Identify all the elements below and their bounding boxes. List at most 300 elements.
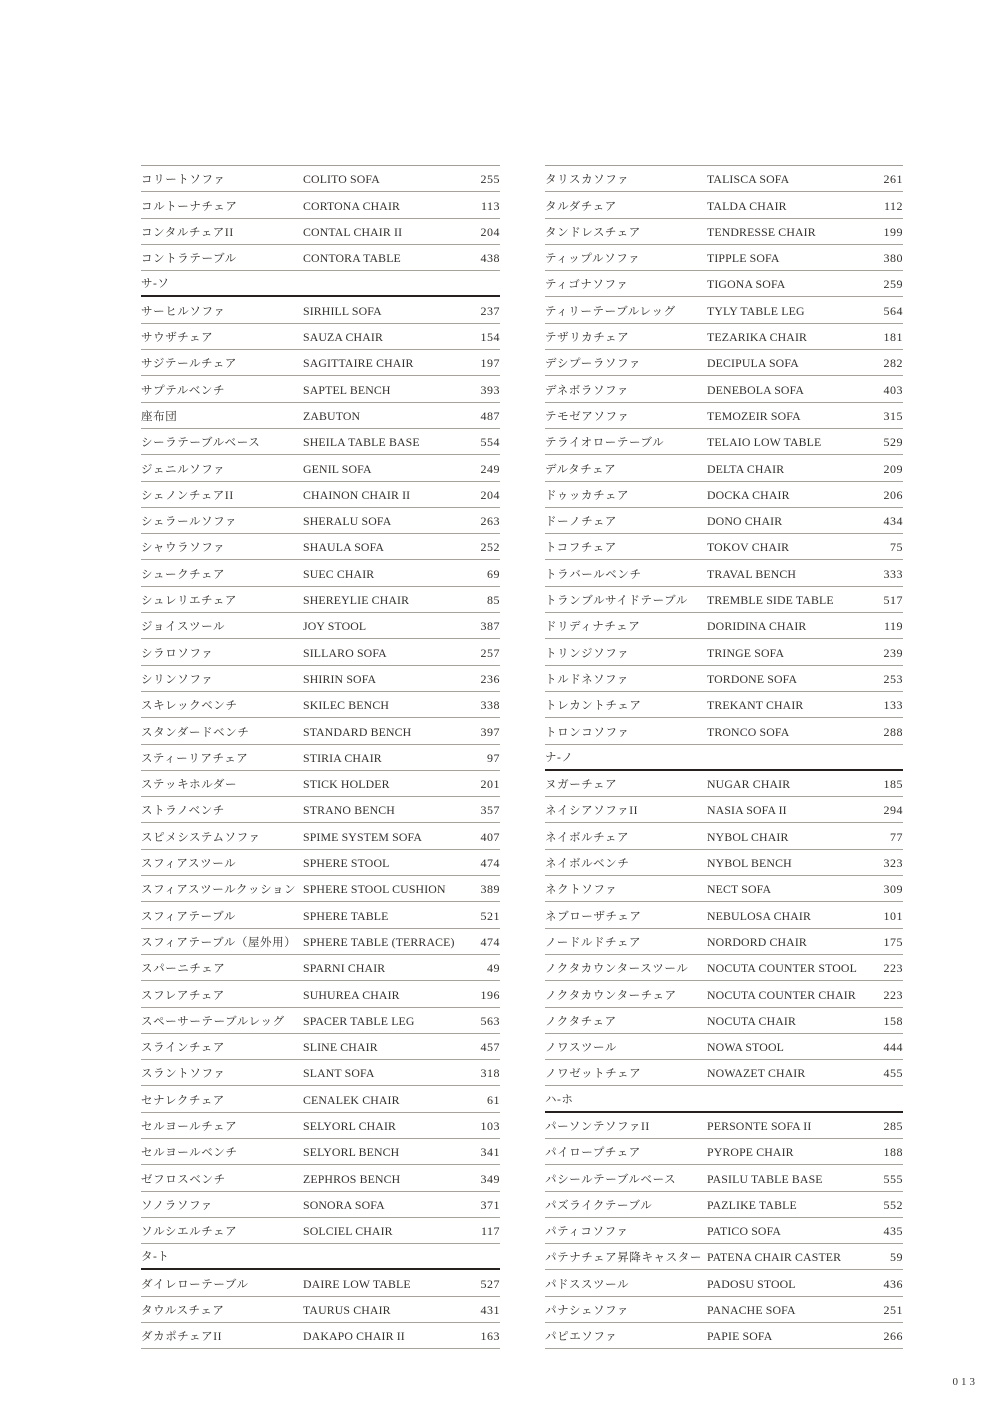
index-row	[141, 1060, 500, 1086]
item-name-english: NOWAZET CHAIR	[707, 1066, 806, 1081]
item-page-number: 185	[883, 777, 903, 792]
item-name-japanese: スフィアスツール	[141, 858, 237, 871]
index-row	[141, 902, 500, 928]
item-page-number: 349	[480, 1171, 500, 1186]
item-page-number: 252	[480, 540, 500, 555]
item-name-japanese: スタンダードベンチ	[141, 726, 250, 739]
item-name-english: TENDRESSE CHAIR	[707, 224, 816, 239]
item-name-english: SPHERE TABLE (TERRACE)	[303, 934, 455, 949]
item-name-english: NOCUTA COUNTER STOOL	[707, 961, 857, 976]
item-name-japanese: デネボラソファ	[545, 384, 630, 397]
index-row	[545, 482, 903, 508]
item-name-english: NYBOL CHAIR	[707, 829, 789, 844]
index-row	[545, 587, 903, 613]
index-row	[545, 560, 903, 586]
item-name-english: TRINGE SOFA	[707, 645, 785, 660]
index-row	[141, 1218, 500, 1244]
item-page-number: 257	[480, 645, 500, 660]
index-row	[141, 613, 500, 639]
item-name-english: SUHUREA CHAIR	[303, 987, 400, 1002]
index-row	[141, 639, 500, 665]
index-row	[545, 429, 903, 455]
section-header-row	[545, 1086, 903, 1112]
item-page-number: 59	[890, 1250, 903, 1265]
item-name-japanese: ネイシアソファII	[545, 805, 639, 818]
index-row	[141, 219, 500, 245]
item-name-english: SPACER TABLE LEG	[303, 1013, 415, 1028]
item-name-japanese: ネイボルベンチ	[545, 858, 630, 871]
item-page-number: 564	[883, 303, 903, 318]
item-page-number: 315	[883, 408, 903, 423]
index-row	[141, 350, 500, 376]
item-name-english: PYROPE CHAIR	[707, 1145, 794, 1160]
item-name-japanese: ドリディナチェア	[545, 621, 641, 634]
index-row	[545, 981, 903, 1007]
item-page-number: 77	[890, 829, 903, 844]
item-name-english: NOWA STOOL	[707, 1040, 784, 1055]
item-page-number: 517	[883, 593, 903, 608]
section-header-row	[141, 271, 500, 297]
item-page-number: 393	[480, 382, 500, 397]
index-row	[141, 1008, 500, 1034]
item-name-english: SONORA SOFA	[303, 1197, 385, 1212]
item-name-japanese: ステッキホルダー	[141, 779, 238, 792]
item-name-japanese: パーソンテソファII	[545, 1120, 650, 1133]
item-page-number: 521	[480, 908, 500, 923]
item-name-english: CONTORA TABLE	[303, 251, 401, 266]
item-name-english: PERSONTE SOFA II	[707, 1118, 812, 1133]
index-row	[141, 482, 500, 508]
item-page-number: 237	[480, 303, 500, 318]
section-label: ハ-ホ	[545, 1093, 574, 1106]
item-name-japanese: ダカポチェアII	[141, 1331, 223, 1344]
index-row	[141, 1034, 500, 1060]
item-name-japanese: ノワゼットチェア	[545, 1068, 642, 1081]
item-name-english: DAIRE LOW TABLE	[303, 1276, 411, 1291]
item-name-english: NYBOL BENCH	[707, 856, 792, 871]
item-name-japanese: ジョイスツール	[141, 621, 226, 634]
item-name-english: PAZLIKE TABLE	[707, 1197, 797, 1212]
item-page-number: 101	[883, 908, 903, 923]
item-page-number: 554	[480, 435, 500, 450]
item-page-number: 85	[487, 593, 500, 608]
item-name-english: NECT SOFA	[707, 882, 772, 897]
item-page-number: 474	[480, 934, 500, 949]
item-name-english: CENALEK CHAIR	[303, 1092, 400, 1107]
item-name-japanese: シラロソファ	[141, 647, 214, 660]
item-page-number: 487	[480, 408, 500, 423]
item-name-english: TEZARIKA CHAIR	[707, 330, 808, 345]
item-page-number: 236	[480, 671, 500, 686]
index-column-right	[545, 165, 903, 1349]
item-page-number: 431	[480, 1303, 500, 1318]
item-name-english: PADOSU STOOL	[707, 1276, 796, 1291]
item-page-number: 239	[883, 645, 903, 660]
item-name-english: SIRHILL SOFA	[303, 303, 382, 318]
item-page-number: 371	[480, 1197, 500, 1212]
item-page-number: 333	[883, 566, 903, 581]
item-page-number: 309	[883, 882, 903, 897]
item-name-english: TREKANT CHAIR	[707, 698, 804, 713]
item-page-number: 204	[480, 487, 500, 502]
index-row	[141, 692, 500, 718]
index-row	[545, 1008, 903, 1034]
item-name-japanese: コルトーナチェア	[141, 200, 238, 213]
item-page-number: 457	[480, 1040, 500, 1055]
item-page-number: 387	[480, 619, 500, 634]
item-page-number: 223	[883, 987, 903, 1002]
index-column-left	[141, 165, 500, 1349]
item-name-english: ZABUTON	[303, 408, 361, 423]
section-header-row	[545, 745, 903, 771]
item-name-english: PASILU TABLE BASE	[707, 1171, 823, 1186]
item-name-english: PANACHE SOFA	[707, 1303, 796, 1318]
item-page-number: 209	[883, 461, 903, 476]
item-name-english: SPIME SYSTEM SOFA	[303, 829, 423, 844]
item-name-english: NASIA SOFA II	[707, 803, 787, 818]
index-row	[141, 1086, 500, 1112]
index-row	[141, 1297, 500, 1323]
item-name-japanese: スフレアチェア	[141, 989, 225, 1002]
item-name-japanese: サーヒルソファ	[141, 305, 226, 318]
item-name-english: TELAIO LOW TABLE	[707, 435, 822, 450]
index-row	[141, 324, 500, 350]
item-name-english: DECIPULA SOFA	[707, 356, 799, 371]
index-row	[141, 192, 500, 218]
item-page-number: 199	[883, 224, 903, 239]
item-name-japanese: トレカントチェア	[545, 700, 642, 713]
item-name-english: TOKOV CHAIR	[707, 540, 790, 555]
index-row	[141, 455, 500, 481]
index-row	[141, 666, 500, 692]
item-name-english: SELYORL BENCH	[303, 1145, 400, 1160]
item-page-number: 380	[883, 251, 903, 266]
index-row	[141, 297, 500, 323]
item-name-english: STIRIA CHAIR	[303, 750, 382, 765]
item-name-japanese: パイロープチェア	[545, 1147, 641, 1160]
item-page-number: 158	[883, 1013, 903, 1028]
index-row	[545, 1060, 903, 1086]
item-name-english: SELYORL CHAIR	[303, 1118, 397, 1133]
item-name-japanese: トコフチェア	[545, 542, 617, 555]
item-page-number: 181	[883, 330, 903, 345]
item-name-japanese: スフィアテーブル	[141, 910, 236, 923]
item-name-japanese: テモゼアソファ	[545, 410, 630, 423]
item-name-japanese: ノードルドチェア	[545, 936, 642, 949]
item-name-japanese: ダイレローテーブル	[141, 1278, 249, 1291]
item-name-japanese: デシプーラソファ	[545, 358, 641, 371]
item-name-english: SLINE CHAIR	[303, 1040, 378, 1055]
item-name-japanese: パドススツール	[545, 1278, 630, 1291]
index-row	[141, 929, 500, 955]
item-name-japanese: タルダチェア	[545, 200, 617, 213]
item-name-english: SAPTEL BENCH	[303, 382, 391, 397]
index-row	[545, 718, 903, 744]
item-page-number: 403	[883, 382, 903, 397]
item-name-english: TALISCA SOFA	[707, 172, 790, 187]
item-page-number: 435	[883, 1224, 903, 1239]
item-name-english: STICK HOLDER	[303, 777, 390, 792]
index-row	[545, 1270, 903, 1296]
index-row	[545, 192, 903, 218]
item-page-number: 201	[480, 777, 500, 792]
index-row	[141, 1139, 500, 1165]
item-name-japanese: デルタチェア	[545, 463, 617, 476]
item-page-number: 261	[883, 172, 903, 187]
item-name-japanese: スティーリアチェア	[141, 752, 249, 765]
item-page-number: 444	[883, 1040, 903, 1055]
item-name-japanese: ノクタカウンタースツール	[545, 963, 689, 976]
item-name-japanese: ノワスツール	[545, 1042, 618, 1055]
item-name-japanese: ソルシエルチェア	[141, 1226, 238, 1239]
index-row	[141, 429, 500, 455]
item-name-english: SHEILA TABLE BASE	[303, 435, 420, 450]
index-row	[545, 376, 903, 402]
item-name-english: TAURUS CHAIR	[303, 1303, 391, 1318]
index-row	[545, 902, 903, 928]
item-page-number: 255	[480, 172, 500, 187]
index-row	[141, 403, 500, 429]
item-page-number: 263	[480, 514, 500, 529]
item-name-japanese: ヌガーチェア	[545, 779, 618, 792]
index-row	[545, 1323, 903, 1349]
item-name-english: NOCUTA CHAIR	[707, 1013, 797, 1028]
item-name-english: SPHERE STOOL CUSHION	[303, 882, 446, 897]
item-page-number: 318	[480, 1066, 500, 1081]
index-row	[545, 271, 903, 297]
index-row	[545, 850, 903, 876]
index-row	[141, 245, 500, 271]
item-name-japanese: ネイボルチェア	[545, 831, 630, 844]
item-name-japanese: コリートソファ	[141, 174, 226, 187]
item-name-japanese: シャウラソファ	[141, 542, 226, 555]
index-row	[141, 560, 500, 586]
index-row	[141, 1323, 500, 1349]
item-page-number: 389	[480, 882, 500, 897]
item-name-japanese: シェラールソファ	[141, 516, 238, 529]
item-page-number: 119	[883, 619, 903, 634]
item-name-japanese: ティゴナソファ	[545, 279, 629, 292]
item-name-english: TRONCO SOFA	[707, 724, 790, 739]
item-name-english: NUGAR CHAIR	[707, 777, 791, 792]
item-page-number: 563	[480, 1013, 500, 1028]
index-row	[545, 297, 903, 323]
item-page-number: 397	[480, 724, 500, 739]
item-name-japanese: スラントソファ	[141, 1068, 226, 1081]
index-row	[545, 1165, 903, 1191]
item-page-number: 294	[883, 803, 903, 818]
index-row	[545, 823, 903, 849]
item-name-english: CHAINON CHAIR II	[303, 487, 411, 502]
item-page-number: 438	[480, 251, 500, 266]
item-page-number: 436	[883, 1276, 903, 1291]
item-name-english: PATICO SOFA	[707, 1224, 782, 1239]
index-row	[545, 534, 903, 560]
item-name-english: TREMBLE SIDE TABLE	[707, 593, 834, 608]
index-row	[545, 1113, 903, 1139]
item-page-number: 288	[883, 724, 903, 739]
item-name-english: SKILEC BENCH	[303, 698, 390, 713]
index-table	[141, 165, 903, 1349]
item-page-number: 357	[480, 803, 500, 818]
item-page-number: 259	[883, 277, 903, 292]
item-page-number: 555	[883, 1171, 903, 1186]
item-page-number: 434	[883, 514, 903, 529]
index-row	[545, 639, 903, 665]
index-row	[141, 876, 500, 902]
page-number: 013	[952, 1376, 978, 1388]
item-name-japanese: スパーニチェア	[141, 963, 226, 976]
index-row	[141, 508, 500, 534]
index-row	[545, 1192, 903, 1218]
item-name-english: SHEREYLIE CHAIR	[303, 593, 410, 608]
index-row	[545, 929, 903, 955]
item-name-japanese: ドゥッカチェア	[545, 489, 630, 502]
item-page-number: 49	[487, 961, 500, 976]
item-name-japanese: ノクタカウンターチェア	[545, 989, 677, 1002]
index-row	[545, 166, 903, 192]
index-row	[545, 455, 903, 481]
item-name-japanese: パシールテーブルベース	[545, 1173, 677, 1186]
index-row	[141, 534, 500, 560]
item-name-japanese: コンタルチェアII	[141, 226, 234, 239]
item-name-japanese: タンドレスチェア	[545, 226, 641, 239]
item-page-number: 552	[883, 1197, 903, 1212]
index-row	[141, 850, 500, 876]
index-row	[141, 1270, 500, 1296]
index-row	[545, 1218, 903, 1244]
item-page-number: 188	[883, 1145, 903, 1160]
item-name-japanese: ソノラソファ	[141, 1199, 213, 1212]
item-name-japanese: ティップルソファ	[545, 253, 641, 266]
item-name-english: SILLARO SOFA	[303, 645, 387, 660]
index-row	[545, 797, 903, 823]
index-row	[141, 1113, 500, 1139]
index-row	[545, 1139, 903, 1165]
item-name-english: DENEBOLA SOFA	[707, 382, 805, 397]
item-name-english: SUEC CHAIR	[303, 566, 375, 581]
item-name-english: CONTAL CHAIR II	[303, 224, 403, 239]
item-page-number: 285	[883, 1118, 903, 1133]
item-page-number: 69	[487, 566, 500, 581]
item-name-english: ZEPHROS BENCH	[303, 1171, 401, 1186]
item-name-japanese: スピメシステムソファ	[141, 831, 261, 844]
index-row	[545, 403, 903, 429]
item-name-english: SAUZA CHAIR	[303, 330, 383, 345]
item-page-number: 249	[480, 461, 500, 476]
item-name-english: NORDORD CHAIR	[707, 934, 807, 949]
index-row	[545, 324, 903, 350]
item-name-japanese: パテナチェア昇降キャスター	[545, 1252, 702, 1265]
index-row	[141, 587, 500, 613]
item-name-japanese: スペーサーテーブルレッグ	[141, 1015, 285, 1028]
index-row	[545, 1244, 903, 1270]
item-name-english: TORDONE SOFA	[707, 671, 798, 686]
index-row	[141, 981, 500, 1007]
item-name-japanese: 座布団	[141, 410, 178, 423]
item-name-english: SHERALU SOFA	[303, 514, 392, 529]
index-row	[545, 245, 903, 271]
item-name-english: NOCUTA COUNTER CHAIR	[707, 987, 856, 1002]
item-page-number: 163	[480, 1329, 500, 1344]
index-row	[141, 955, 500, 981]
index-row	[141, 771, 500, 797]
index-row	[141, 166, 500, 192]
index-row	[545, 613, 903, 639]
item-page-number: 175	[883, 934, 903, 949]
item-name-english: PAPIE SOFA	[707, 1329, 773, 1344]
item-page-number: 474	[480, 856, 500, 871]
item-name-english: STANDARD BENCH	[303, 724, 412, 739]
item-name-english: SAGITTAIRE CHAIR	[303, 356, 414, 371]
index-row	[545, 219, 903, 245]
item-page-number: 527	[480, 1276, 500, 1291]
index-row	[141, 823, 500, 849]
item-name-japanese: セナレクチェア	[141, 1094, 225, 1107]
item-page-number: 197	[480, 356, 500, 371]
item-page-number: 529	[883, 435, 903, 450]
item-page-number: 223	[883, 961, 903, 976]
item-name-english: SLANT SOFA	[303, 1066, 375, 1081]
item-name-japanese: ジェニルソファ	[141, 463, 226, 476]
index-row	[545, 876, 903, 902]
item-name-english: SHIRIN SOFA	[303, 671, 377, 686]
item-name-japanese: シェノンチェアII	[141, 489, 234, 502]
item-name-japanese: シュレリエチェア	[141, 595, 237, 608]
item-name-japanese: シュークチェア	[141, 568, 226, 581]
item-name-japanese: サプテルベンチ	[141, 384, 226, 397]
item-name-english: DAKAPO CHAIR II	[303, 1329, 405, 1344]
item-name-english: DONO CHAIR	[707, 514, 783, 529]
item-name-english: TRAVAL BENCH	[707, 566, 797, 581]
index-row	[545, 1297, 903, 1323]
item-name-japanese: ドーノチェア	[545, 516, 618, 529]
index-row	[141, 797, 500, 823]
item-name-english: TALDA CHAIR	[707, 198, 787, 213]
item-name-english: SHAULA SOFA	[303, 540, 385, 555]
item-name-japanese: シリンソファ	[141, 673, 214, 686]
item-name-english: COLITO SOFA	[303, 172, 380, 187]
item-name-english: DELTA CHAIR	[707, 461, 785, 476]
item-name-japanese: ネクトソファ	[545, 884, 618, 897]
item-page-number: 117	[480, 1224, 500, 1239]
item-name-english: TYLY TABLE LEG	[707, 303, 805, 318]
item-page-number: 323	[883, 856, 903, 871]
item-name-japanese: トルドネソファ	[545, 673, 630, 686]
item-name-japanese: ストラノベンチ	[141, 805, 225, 818]
item-name-japanese: ノクタチェア	[545, 1015, 617, 1028]
item-name-japanese: パナシェソファ	[545, 1305, 630, 1318]
item-name-english: STRANO BENCH	[303, 803, 395, 818]
item-name-japanese: セルヨールベンチ	[141, 1147, 238, 1160]
section-label: サ-ソ	[141, 278, 170, 291]
item-page-number: 206	[883, 487, 903, 502]
item-page-number: 154	[480, 330, 500, 345]
item-name-english: NEBULOSA CHAIR	[707, 908, 812, 923]
index-row	[545, 771, 903, 797]
item-name-japanese: スキレックベンチ	[141, 700, 238, 713]
item-name-english: DOCKA CHAIR	[707, 487, 790, 502]
item-page-number: 75	[890, 540, 903, 555]
item-name-japanese: テライオローテーブル	[545, 437, 665, 450]
index-row	[141, 376, 500, 402]
item-page-number: 407	[480, 829, 500, 844]
item-page-number: 338	[480, 698, 500, 713]
index-row	[141, 1165, 500, 1191]
item-name-japanese: シーラテーブルベース	[141, 437, 261, 450]
index-row	[545, 692, 903, 718]
item-name-japanese: トラバールベンチ	[545, 568, 642, 581]
